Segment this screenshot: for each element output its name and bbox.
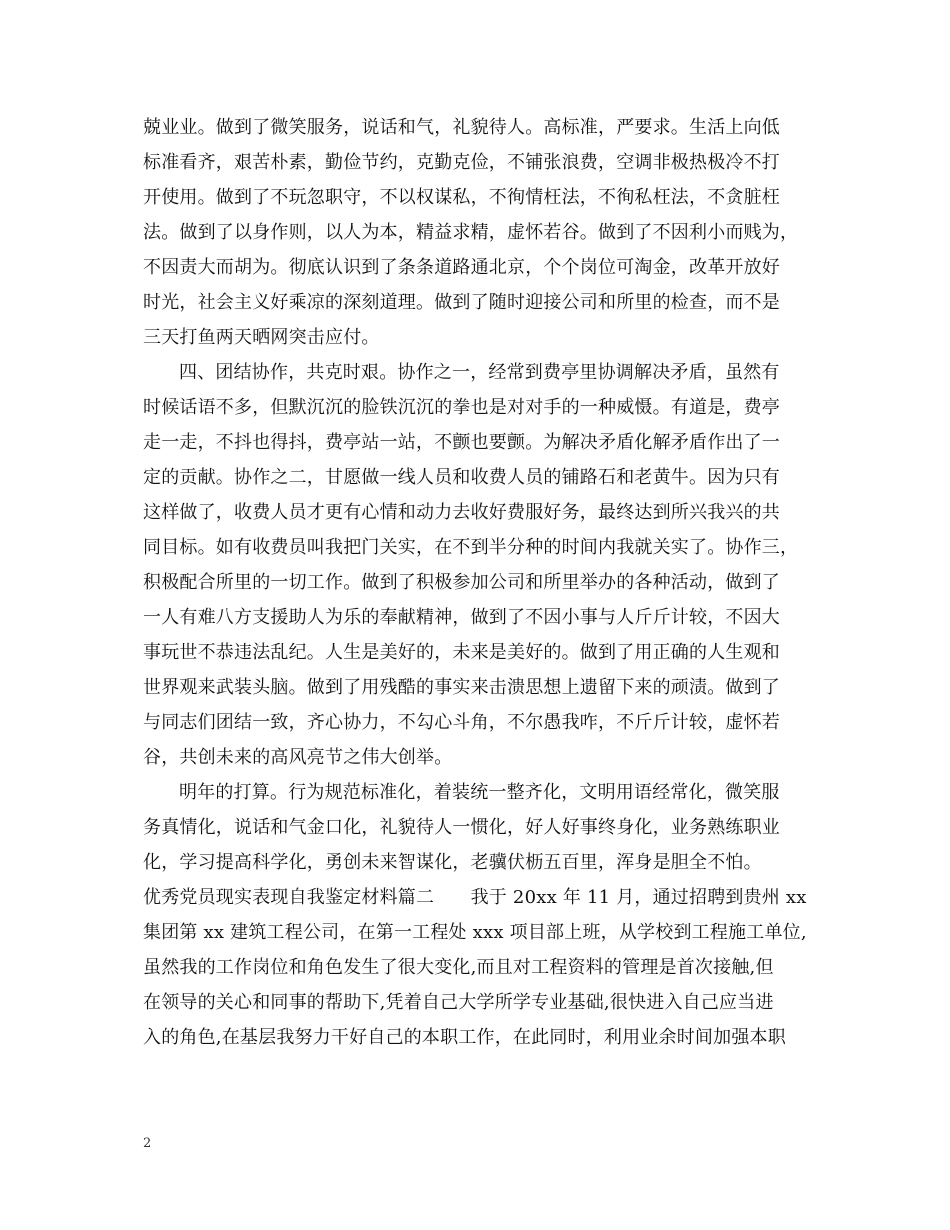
text-line: 这样做了，收费人员才更有心情和动力去收好费服好务，最终达到所兴我兴的共 [143,502,780,523]
text-line: 三天打鱼两天晒网突击应付。 [143,327,380,348]
text-line: 时候话语不多，但默沉沉的脸铁沉沉的拳也是对对手的一种威慑。有道是，费亭 [143,397,780,418]
page-number: 2 [143,1136,152,1151]
text-line: 定的贡献。协作之二，甘愿做一线人员和收费人员的铺路石和老黄牛。因为只有 [143,467,780,488]
text-line: 法。做到了以身作则，以人为本，精益求精，虚怀若谷。做到了不因利小而贱为， [143,222,799,243]
text-line: 谷，共创未来的高风亮节之伟大创举。 [143,747,453,768]
text-line: 在领导的关心和同事的帮助下,凭着自己大学所学专业基础,很快进入自己应当进 [143,992,774,1013]
text-line: 与同志们团结一致，齐心协力，不勾心斗角，不尔愚我咋，不斤斤计较，虚怀若 [143,712,780,733]
paragraph-start: 四、团结协作，共克时艰。协作之一，经常到费亭里协调解决矛盾，虽然有 [179,362,780,383]
text-line: 时光，社会主义好乘凉的深刻道理。做到了随时迎接公司和所里的检查，而不是 [143,292,780,313]
paragraph-start: 明年的打算。行为规范标准化，着装统一整齐化，文明用语经常化，微笑服 [179,782,780,803]
text-line: 虽然我的工作岗位和角色发生了很大变化,而且对工程资料的管理是首次接触,但 [143,957,774,978]
text-line: 标准看齐，艰苦朴素，勤俭节约，克勤克俭，不铺张浪费，空调非极热极冷不打 [143,152,780,173]
text-line: 同目标。如有收费员叫我把门关实，在不到半分种的时间内我就关实了。协作三， [143,537,799,558]
text-line: 务真情化，说话和气金口化，礼貌待人一惯化，好人好事终身化，业务熟练职业 [143,817,780,838]
text-line: 不因责大而胡为。彻底认识到了条条道路通北京，个个岗位可淘金，改革开放好 [143,257,780,278]
text-line: 一人有难八方支援助人为乐的奉献精神，做到了不因小事与人斤斤计较，不因大 [143,607,780,628]
section-heading-line: 优秀党员现实表现自我鉴定材料篇二 我于 20xx 年 11 月，通过招聘到贵州 xx [143,887,807,908]
text-line: 走一走，不抖也得抖，费亭站一站，不颤也要颤。为解决矛盾化解矛盾作出了一 [143,432,780,453]
text-line: 积极配合所里的一切工作。做到了积极参加公司和所里举办的各种活动，做到了 [143,572,780,593]
text-line: 世界观来武装头脑。做到了用残酷的事实来击溃思想上遗留下来的顽渍。做到了 [143,677,780,698]
text-line: 开使用。做到了不玩忽职守，不以权谋私，不徇情枉法，不徇私枉法，不贪脏枉 [143,187,780,208]
text-line: 入的角色,在基层我努力干好自己的本职工作，在此同时，利用业余时间加强本职 [143,1027,786,1048]
text-line: 集团第 xx 建筑工程公司，在第一工程处 xxx 项目部上班，从学校到工程施工单位, [143,922,807,943]
text-line: 事玩世不恭违法乱纪。人生是美好的，未来是美好的。做到了用正确的人生观和 [143,642,780,663]
text-line: 化，学习提高科学化，勇创未来智谋化，老骥伏枥五百里，浑身是胆全不怕。 [143,852,762,873]
text-line: 兢业业。做到了微笑服务，说话和气，礼貌待人。高标准，严要求。生活上向低 [143,117,780,138]
